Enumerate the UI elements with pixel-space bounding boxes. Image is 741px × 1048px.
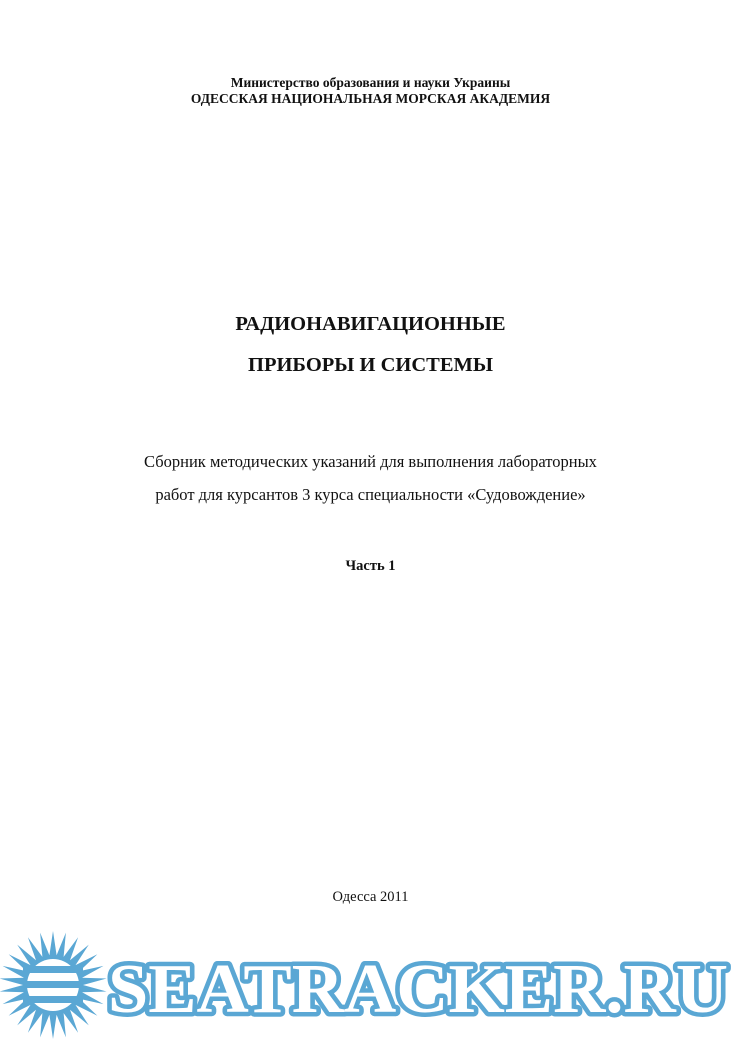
part-label: Часть 1 — [345, 558, 396, 574]
watermark-text: SEATRACKER.RU — [108, 951, 728, 1028]
sun-stripe — [23, 966, 83, 973]
document-title-line-2: ПРИБОРЫ И СИСТЕМЫ — [248, 354, 493, 376]
watermark-logo — [0, 928, 741, 1048]
city-year: Одесса 2011 — [332, 889, 409, 905]
sun-stripe — [23, 981, 83, 988]
sun-stripe — [23, 996, 83, 1003]
ministry-name: Министерство образования и науки Украины — [230, 75, 511, 90]
sun-icon — [0, 931, 107, 1039]
academy-name: ОДЕССКАЯ НАЦИОНАЛЬНАЯ МОРСКАЯ АКАДЕМИЯ — [190, 91, 551, 106]
document-subtitle-line-2: работ для курсантов 3 курса специальности «Судовождение» — [155, 485, 586, 504]
document-title-line-1: РАДИОНАВИГАЦИОННЫЕ — [235, 313, 506, 335]
document-subtitle-line-1: Сборник методических указаний для выполнения лабораторных — [144, 452, 597, 471]
